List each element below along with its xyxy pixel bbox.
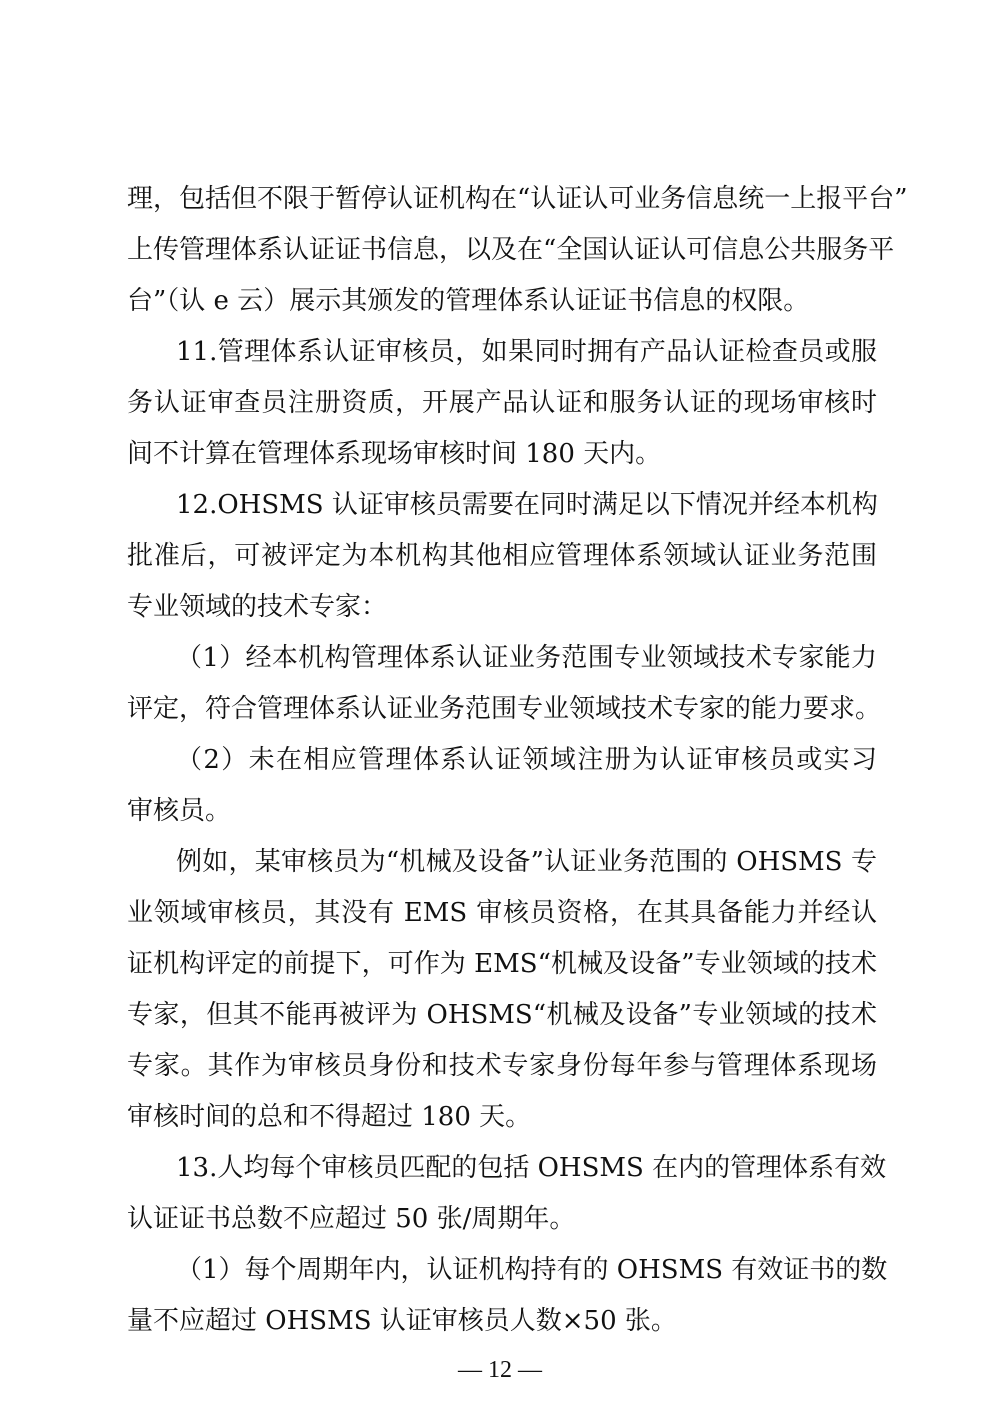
text-line: （2）未在相应管理体系认证领域注册为认证审核员或实习 bbox=[176, 745, 877, 775]
text-line: 务认证审查员注册资质，开展产品认证和服务认证的现场审核时 bbox=[127, 388, 877, 418]
text-line: 量不应超过 OHSMS 认证审核员人数×50 张。 bbox=[127, 1306, 677, 1336]
text-line: 间不计算在管理体系现场审核时间 180 天内。 bbox=[127, 439, 662, 469]
text-line: 证机构评定的前提下，可作为 EMS“机械及设备”专业领域的技术 bbox=[127, 949, 877, 979]
text-line: （1）每个周期年内，认证机构持有的 OHSMS 有效证书的数 bbox=[176, 1255, 888, 1285]
text-line: 上传管理体系认证证书信息，以及在“全国认证认可信息公共服务平 bbox=[127, 235, 895, 265]
text-line: 专家。其作为审核员身份和技术专家身份每年参与管理体系现场 bbox=[127, 1051, 877, 1081]
text-line: （1）经本机构管理体系认证业务范围专业领域技术专家能力 bbox=[176, 643, 877, 673]
text-line: 专家，但其不能再被评为 OHSMS“机械及设备”专业领域的技术 bbox=[127, 1000, 877, 1030]
text-line: 评定，符合管理体系认证业务范围专业领域技术专家的能力要求。 bbox=[127, 694, 882, 724]
text-line: 13.人均每个审核员匹配的包括 OHSMS 在内的管理体系有效 bbox=[176, 1153, 887, 1183]
text-line: 认证证书总数不应超过 50 张/周期年。 bbox=[127, 1204, 576, 1234]
text-line: 业领域审核员，其没有 EMS 审核员资格，在其具备能力并经认 bbox=[127, 898, 877, 928]
text-line: 专业领域的技术专家： bbox=[127, 592, 388, 622]
text-line: 11.管理体系认证审核员，如果同时拥有产品认证检查员或服 bbox=[176, 337, 877, 367]
text-line: 12.OHSMS 认证审核员需要在同时满足以下情况并经本机构 bbox=[176, 490, 878, 520]
text-line: 例如，某审核员为“机械及设备”认证业务范围的 OHSMS 专 bbox=[176, 847, 877, 877]
page-number: — 12 — bbox=[458, 1357, 542, 1383]
text-line: 台”（认 e 云）展示其颁发的管理体系认证证书信息的权限。 bbox=[127, 286, 810, 316]
text-line: 批准后，可被评定为本机构其他相应管理体系领域认证业务范围 bbox=[127, 541, 877, 571]
text-line: 审核员。 bbox=[127, 796, 232, 826]
text-line: 理，包括但不限于暂停认证机构在“认证认可业务信息统一上报平台” bbox=[127, 184, 908, 214]
text-line: 审核时间的总和不得超过 180 天。 bbox=[127, 1102, 532, 1132]
